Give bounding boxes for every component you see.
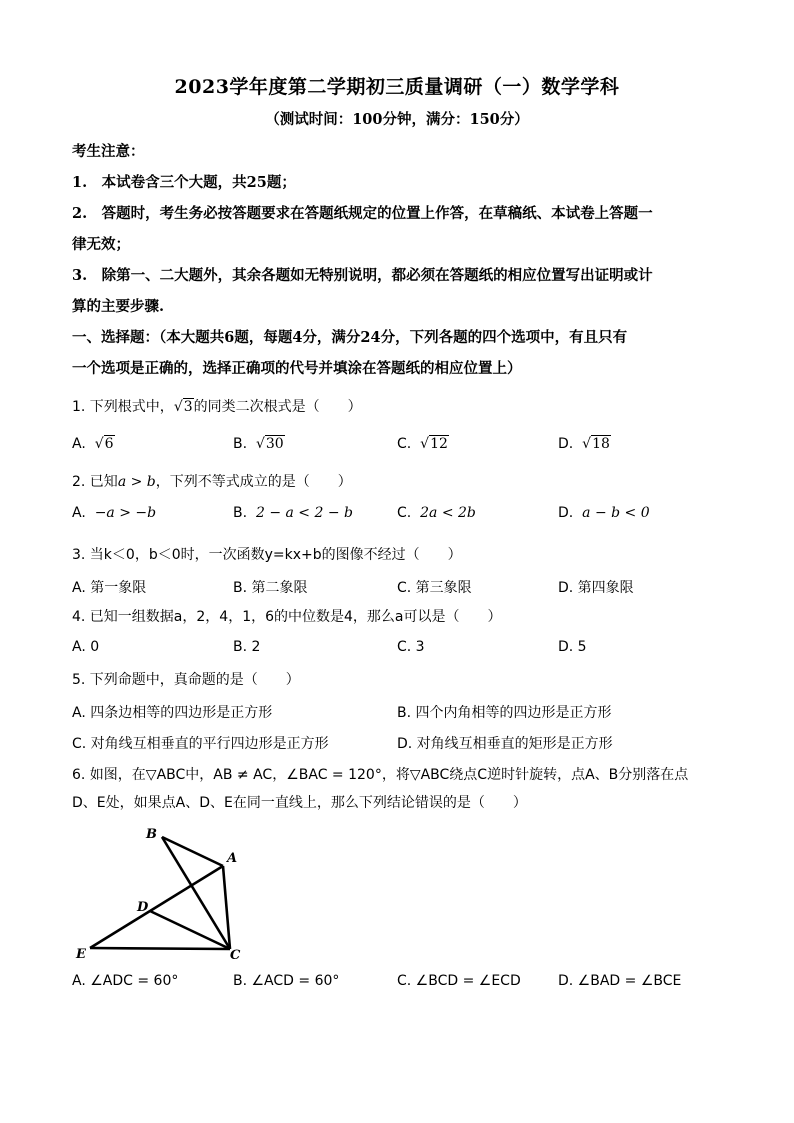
question-2-condition: a > b (117, 474, 156, 490)
q6-option-b[interactable]: B. ∠ACD = 60° (233, 973, 340, 989)
q3-option-c[interactable]: C. 第三象限 (397, 580, 472, 596)
point-label-b: B (146, 827, 157, 842)
q1-option-c[interactable]: C. √12 (397, 436, 448, 452)
q2-option-a[interactable]: A. −a > −b (72, 505, 157, 521)
question-4: 4. 已知一组数据a，2，4，1，6的中位数是4，那么a可以是（ ） (72, 609, 502, 625)
q5-option-c[interactable]: C. 对角线互相垂直的平行四边形是正方形 (72, 736, 329, 752)
q4-option-a[interactable]: A. 0 (72, 639, 100, 655)
question-1-sqrt: √3 (173, 399, 193, 415)
notice-item-3-line2: 算的主要步骤. (72, 298, 165, 315)
geometry-figure (70, 822, 260, 967)
notice-item-2-line2: 律无效； (72, 236, 130, 253)
page-subtitle: （测试时间：100分钟，满分：150分） (265, 111, 529, 128)
question-6-line1: 6. 如图，在▽ABC中，AB ≠ AC，∠BAC = 120°，将▽ABC绕点C逆时针旋转，点A、B分别落在点 (72, 767, 689, 783)
question-1-prefix: 1. 下列根式中， (72, 399, 174, 415)
q1-option-b[interactable]: B. √30 (233, 436, 284, 452)
q4-option-d[interactable]: D. 5 (558, 639, 587, 655)
q6-option-c[interactable]: C. ∠BCD = ∠ECD (397, 973, 521, 989)
notice-item-1: 1. 本试卷含三个大题，共25题； (72, 174, 296, 191)
q3-option-a[interactable]: A. 第一象限 (72, 580, 147, 596)
q4-option-c[interactable]: C. 3 (397, 639, 425, 655)
section-1-line2: 一个选项是正确的，选择正确项的代号并填涂在答题纸的相应位置上） (72, 360, 522, 377)
q1-option-d[interactable]: D. √18 (558, 436, 610, 452)
q2-option-b[interactable]: B. 2 − a < 2 − b (233, 505, 353, 521)
q5-option-a[interactable]: A. 四条边相等的四边形是正方形 (72, 705, 273, 721)
question-6-line2: D、E处，如果点A、D、E在同一直线上，那么下列结论错误的是（ ） (72, 795, 527, 811)
q3-option-b[interactable]: B. 第二象限 (233, 580, 308, 596)
q5-option-d[interactable]: D. 对角线互相垂直的矩形是正方形 (397, 736, 613, 752)
q2-option-d[interactable]: D. a − b < 0 (558, 505, 650, 521)
notice-heading: 考生注意： (72, 143, 145, 160)
question-5: 5. 下列命题中，真命题的是（ ） (72, 672, 300, 688)
notice-item-2-line1: 2. 答题时，考生务必按答题要求在答题纸规定的位置上作答，在草稿纸、本试卷上答题一 (72, 205, 653, 222)
section-1-line1: 一、选择题：（本大题共6题，每题4分，满分24分，下列各题的四个选项中，有且只有 (72, 329, 628, 346)
q5-option-b[interactable]: B. 四个内角相等的四边形是正方形 (397, 705, 612, 721)
q1-option-a[interactable]: A. √6 (72, 436, 114, 452)
question-1 (72, 396, 722, 418)
q6-option-a[interactable]: A. ∠ADC = 60° (72, 973, 179, 989)
q3-option-d[interactable]: D. 第四象限 (558, 580, 634, 596)
point-label-d: D (137, 900, 149, 915)
q4-option-b[interactable]: B. 2 (233, 639, 261, 655)
question-1-suffix: 的同类二次根式是（ ） (193, 399, 362, 415)
point-label-c: C (230, 948, 241, 963)
question-2: 2. 已知a > b，下列不等式成立的是（ ） (72, 474, 352, 490)
point-label-e: E (76, 947, 86, 962)
q2-option-c[interactable]: C. 2a < 2b (397, 505, 476, 521)
notice-item-3-line1: 3. 除第一、二大题外，其余各题如无特别说明，都必须在答题纸的相应位置写出证明或计 (72, 267, 653, 284)
q6-option-d[interactable]: D. ∠BAD = ∠BCE (558, 973, 682, 989)
question-3: 3. 当k＜0，b＜0时，一次函数y=kx+b的图像不经过（ ） (72, 547, 462, 563)
point-label-a: A (227, 851, 238, 866)
page-title: 2023学年度第二学期初三质量调研（一）数学学科 (174, 76, 620, 98)
